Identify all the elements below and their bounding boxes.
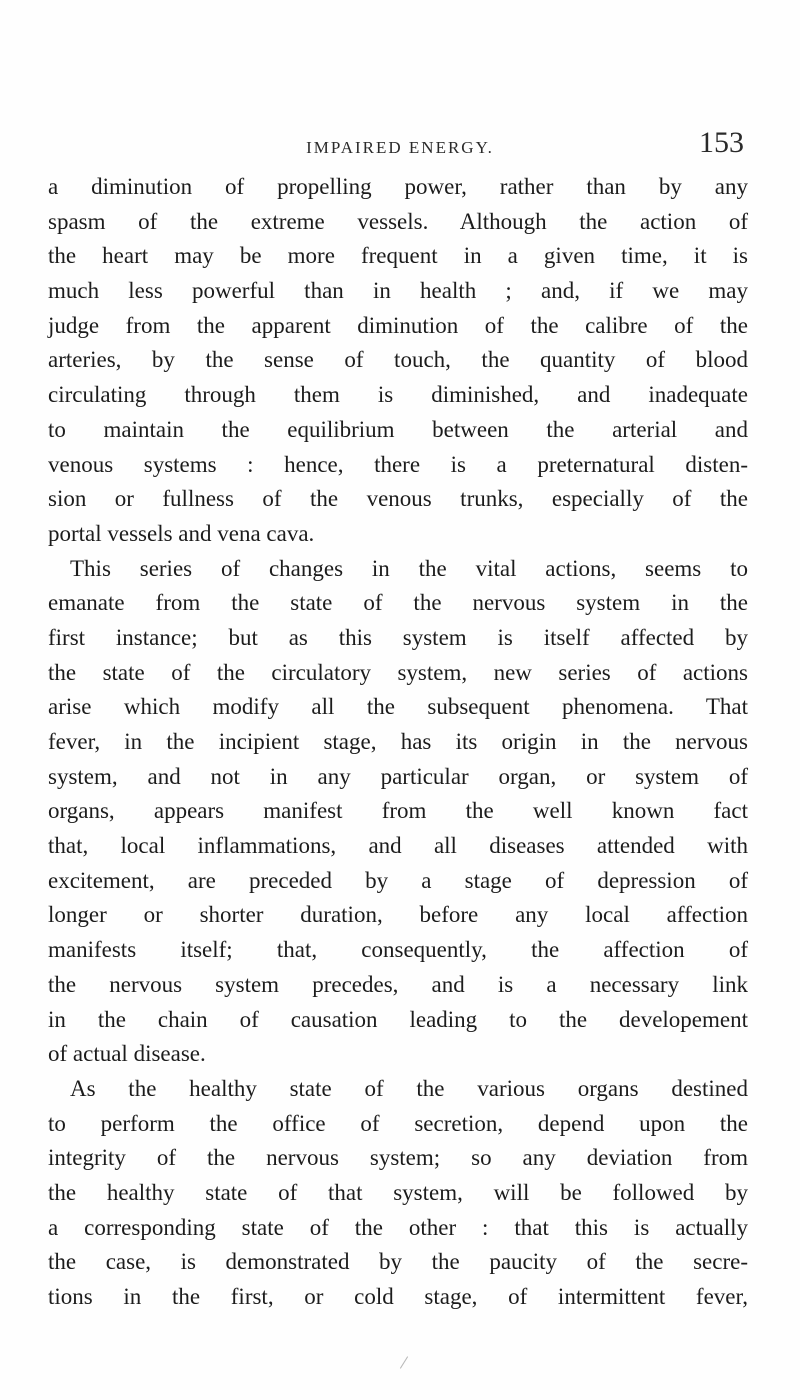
- text-line: first instance; but as this system is itself affected by: [48, 624, 748, 650]
- text-line: spasm of the extreme vessels. Although the action of: [48, 208, 748, 234]
- text-line: organs, appears manifest from the well known fact: [48, 798, 748, 824]
- text-line: arteries, by the sense of touch, the quantity of blood: [48, 347, 748, 373]
- page-number: 153: [699, 126, 744, 159]
- text-line: the healthy state of that system, will be followed by: [48, 1179, 748, 1205]
- text-line: portal vessels and vena cava.: [48, 520, 315, 546]
- text-line: fever, in the incipient stage, has its origin in the nervous: [48, 729, 748, 754]
- running-title: IMPAIRED ENERGY.: [306, 138, 494, 157]
- text-line: the nervous system precedes, and is a necessary link: [48, 971, 748, 997]
- text-line: a diminution of propelling power, rather than by any: [48, 174, 748, 199]
- text-line: tions in the first, or cold stage, of intermittent fever,: [48, 1284, 748, 1309]
- text-line: arise which modify all the subsequent phenomena. That: [48, 694, 748, 720]
- text-line: venous systems : hence, there is a preternatural disten-: [48, 451, 748, 477]
- text-line: longer or shorter duration, before any local affection: [48, 902, 748, 928]
- body-text: [48, 170, 748, 1315]
- stray-ink-mark: [400, 1356, 408, 1368]
- text-line: manifests itself; that, consequently, the affection of: [48, 937, 748, 963]
- text-line: excitement, are preceded by a stage of depression of: [48, 867, 748, 893]
- text-line: integrity of the nervous system; so any deviation from: [48, 1145, 748, 1171]
- text-line: judge from the apparent diminution of the calibre of the: [48, 312, 748, 338]
- text-line: the state of the circulatory system, new series of actions: [48, 659, 748, 685]
- text-line: emanate from the state of the nervous system in the: [48, 590, 748, 616]
- text-line: in the chain of causation leading to the developement: [48, 1006, 748, 1032]
- text-line: sion or fullness of the venous trunks, especially of the: [48, 486, 748, 512]
- text-line: much less powerful than in health ; and, if we may: [48, 278, 748, 304]
- text-line: system, and not in any particular organ, or system of: [48, 763, 748, 789]
- text-line: to perform the office of secretion, depend upon the: [48, 1110, 748, 1136]
- text-line: circulating through them is diminished, and inadequate: [48, 382, 748, 408]
- running-head: [60, 126, 744, 166]
- text-line: the heart may be more frequent in a given time, it is: [48, 243, 748, 269]
- text-line: As the healthy state of the various organs destined: [70, 1075, 748, 1101]
- text-line: This series of changes in the vital actions, seems to: [70, 555, 748, 581]
- text-line: to maintain the equilibrium between the arterial and: [48, 416, 748, 442]
- text-line: of actual disease.: [48, 1041, 206, 1067]
- text-line: the case, is demonstrated by the paucity of the secre-: [48, 1249, 748, 1275]
- text-line: that, local inflammations, and all diseases attended with: [48, 833, 748, 859]
- text-line: a corresponding state of the other : that this is actually: [48, 1214, 748, 1240]
